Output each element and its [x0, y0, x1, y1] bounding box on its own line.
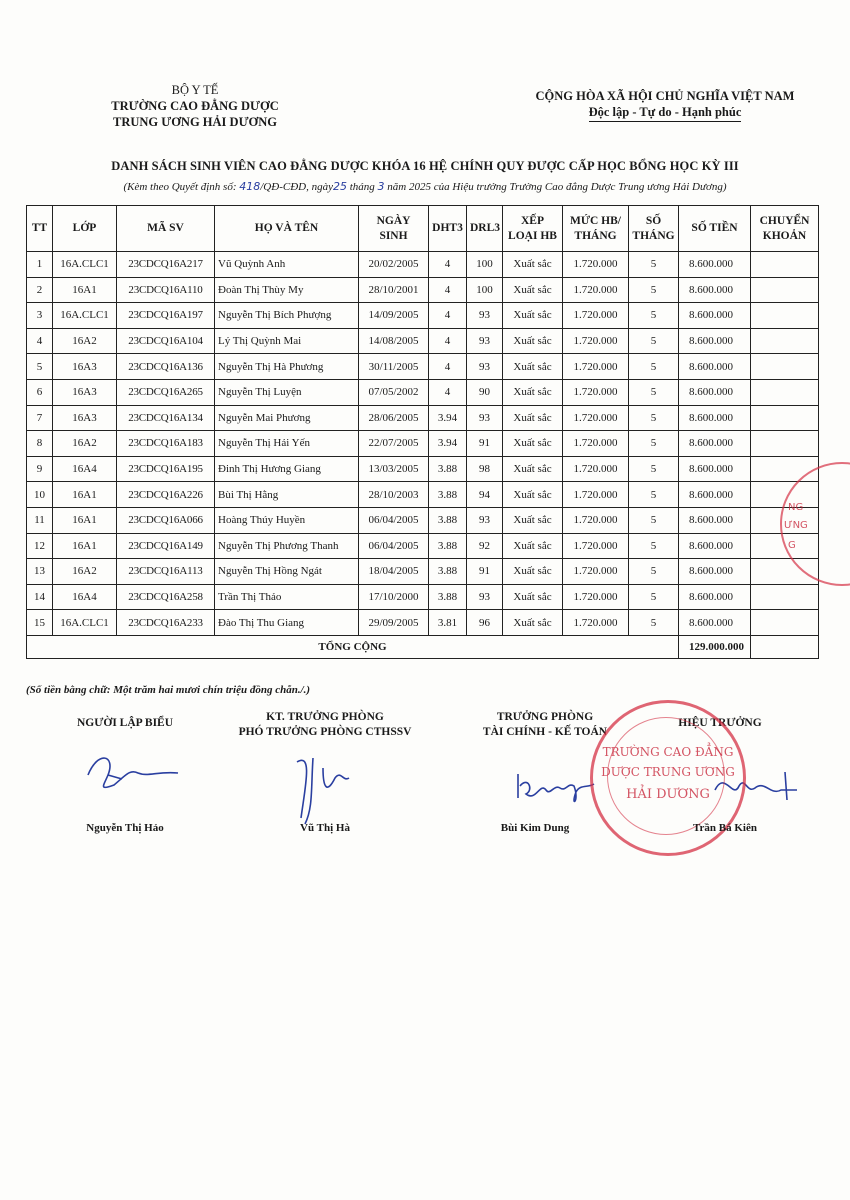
- ranking-cell: Xuất sắc: [503, 507, 563, 533]
- monthly-amount-cell: 1.720.000: [563, 559, 629, 585]
- class-cell: 16A3: [53, 354, 117, 380]
- conduct-score-cell: 93: [467, 303, 503, 329]
- preparer-signature-icon: [78, 745, 188, 805]
- months-cell: 5: [629, 456, 679, 482]
- student-id-cell: 23CDCQ16A197: [117, 303, 215, 329]
- row-number: 3: [27, 303, 53, 329]
- gpa-cell: 3.88: [429, 507, 467, 533]
- subtitle-mid1: /QĐ-CĐD, ngày: [260, 181, 333, 193]
- ranking-cell: Xuất sắc: [503, 303, 563, 329]
- table-body: [27, 252, 819, 659]
- principal-title: HIỆU TRƯỞNG: [678, 717, 762, 729]
- seal-text-line2: DƯỢC TRUNG ƯƠNG: [601, 765, 735, 779]
- transfer-cell: [751, 277, 819, 303]
- months-cell: 5: [629, 328, 679, 354]
- seal-text-line1: TRƯỜNG CAO ĐẲNG: [602, 745, 734, 759]
- birth-date-cell: 14/09/2005: [359, 303, 429, 329]
- student-id-cell: 23CDCQ16A066: [117, 507, 215, 533]
- months-cell: 5: [629, 277, 679, 303]
- full-name-cell: Nguyễn Thị Hồng Ngát: [215, 559, 359, 585]
- deputy-title-block: [215, 710, 435, 740]
- table-row: [27, 533, 819, 559]
- gpa-cell: 3.94: [429, 431, 467, 457]
- column-header: SỐ TIỀN: [679, 206, 751, 252]
- total-amount-cell: 8.600.000: [679, 277, 751, 303]
- total-amount: 129.000.000: [679, 635, 751, 658]
- national-header: [520, 88, 810, 122]
- conduct-score-cell: 100: [467, 252, 503, 278]
- table-row: [27, 252, 819, 278]
- transfer-cell: [751, 328, 819, 354]
- row-number: 9: [27, 456, 53, 482]
- full-name-cell: Vũ Quỳnh Anh: [215, 252, 359, 278]
- months-cell: 5: [629, 252, 679, 278]
- table-row: [27, 303, 819, 329]
- column-header: LỚP: [53, 206, 117, 252]
- ranking-cell: Xuất sắc: [503, 252, 563, 278]
- finance-signature-icon: [510, 762, 600, 812]
- finance-title1: TRƯỞNG PHÒNG: [496, 711, 594, 723]
- total-label: TỔNG CỘNG: [27, 635, 679, 658]
- birth-date-cell: 14/08/2005: [359, 328, 429, 354]
- monthly-amount-cell: 1.720.000: [563, 610, 629, 636]
- total-amount-cell: 8.600.000: [679, 328, 751, 354]
- ranking-cell: Xuất sắc: [503, 456, 563, 482]
- amount-in-words: (Số tiền bằng chữ: Một trăm hai mươi chín triệu đồng chẵn./.): [26, 684, 311, 696]
- months-cell: 5: [629, 431, 679, 457]
- table-row: [27, 456, 819, 482]
- table-row: [27, 379, 819, 405]
- partial-seal-text3: G: [788, 540, 796, 551]
- monthly-amount-cell: 1.720.000: [563, 354, 629, 380]
- partial-seal-text2: ƯNG: [784, 520, 808, 531]
- issuer-block: [60, 82, 330, 130]
- row-number: 15: [27, 610, 53, 636]
- full-name-cell: Nguyễn Thị Phương Thanh: [215, 533, 359, 559]
- student-id-cell: 23CDCQ16A233: [117, 610, 215, 636]
- column-header: MÃ SV: [117, 206, 215, 252]
- gpa-cell: 4: [429, 328, 467, 354]
- class-cell: 16A1: [53, 507, 117, 533]
- total-transfer-cell: [751, 635, 819, 658]
- months-cell: 5: [629, 354, 679, 380]
- row-number: 1: [27, 252, 53, 278]
- total-amount-cell: 8.600.000: [679, 252, 751, 278]
- transfer-cell: [751, 379, 819, 405]
- table-row: [27, 610, 819, 636]
- full-name-cell: Nguyễn Thị Luyện: [215, 379, 359, 405]
- full-name-cell: Nguyễn Thị Bích Phượng: [215, 303, 359, 329]
- total-amount-cell: 8.600.000: [679, 456, 751, 482]
- class-cell: 16A1: [53, 533, 117, 559]
- monthly-amount-cell: 1.720.000: [563, 252, 629, 278]
- scholarship-table: [26, 205, 819, 659]
- student-id-cell: 23CDCQ16A217: [117, 252, 215, 278]
- student-id-cell: 23CDCQ16A149: [117, 533, 215, 559]
- total-amount-cell: 8.600.000: [679, 354, 751, 380]
- class-cell: 16A4: [53, 584, 117, 610]
- row-number: 11: [27, 507, 53, 533]
- ranking-cell: Xuất sắc: [503, 328, 563, 354]
- national-motto: Độc lập - Tự do - Hạnh phúc: [589, 104, 742, 122]
- class-cell: 16A4: [53, 456, 117, 482]
- preparer-name: Nguyễn Thị Hảo: [86, 822, 164, 834]
- student-id-cell: 23CDCQ16A258: [117, 584, 215, 610]
- full-name-cell: Nguyễn Mai Phương: [215, 405, 359, 431]
- ranking-cell: Xuất sắc: [503, 482, 563, 508]
- subtitle-mid2: tháng: [349, 181, 375, 193]
- gpa-cell: 4: [429, 379, 467, 405]
- column-header: SỐ THÁNG: [629, 206, 679, 252]
- column-header: DRL3: [467, 206, 503, 252]
- student-id-cell: 23CDCQ16A226: [117, 482, 215, 508]
- ranking-cell: Xuất sắc: [503, 405, 563, 431]
- document-subtitle: [20, 180, 830, 193]
- gpa-cell: 4: [429, 303, 467, 329]
- deputy-title1: KT. TRƯỞNG PHÒNG: [266, 711, 384, 723]
- student-id-cell: 23CDCQ16A104: [117, 328, 215, 354]
- months-cell: 5: [629, 405, 679, 431]
- full-name-cell: Đào Thị Thu Giang: [215, 610, 359, 636]
- table-row: [27, 277, 819, 303]
- full-name-cell: Đinh Thị Hương Giang: [215, 456, 359, 482]
- class-cell: 16A3: [53, 379, 117, 405]
- transfer-cell: [751, 584, 819, 610]
- decision-month: 3: [377, 180, 385, 193]
- monthly-amount-cell: 1.720.000: [563, 456, 629, 482]
- conduct-score-cell: 91: [467, 431, 503, 457]
- total-amount-cell: 8.600.000: [679, 559, 751, 585]
- student-id-cell: 23CDCQ16A265: [117, 379, 215, 405]
- school-name-line1: TRƯỜNG CAO ĐẲNG DƯỢC: [111, 99, 279, 113]
- birth-date-cell: 13/03/2005: [359, 456, 429, 482]
- conduct-score-cell: 94: [467, 482, 503, 508]
- ranking-cell: Xuất sắc: [503, 559, 563, 585]
- conduct-score-cell: 100: [467, 277, 503, 303]
- row-number: 7: [27, 405, 53, 431]
- birth-date-cell: 28/10/2001: [359, 277, 429, 303]
- monthly-amount-cell: 1.720.000: [563, 277, 629, 303]
- gpa-cell: 3.94: [429, 405, 467, 431]
- conduct-score-cell: 90: [467, 379, 503, 405]
- column-header: DHT3: [429, 206, 467, 252]
- student-id-cell: 23CDCQ16A113: [117, 559, 215, 585]
- monthly-amount-cell: 1.720.000: [563, 431, 629, 457]
- full-name-cell: Lý Thị Quỳnh Mai: [215, 328, 359, 354]
- seal-text-line3: HẢI DƯƠNG: [626, 787, 710, 802]
- column-header: CHUYỂN KHOẢN: [751, 206, 819, 252]
- deputy-signature-icon: [283, 748, 363, 828]
- table-row: [27, 584, 819, 610]
- conduct-score-cell: 93: [467, 354, 503, 380]
- deputy-title2: PHÓ TRƯỞNG PHÒNG CTHSSV: [238, 726, 412, 738]
- total-amount-cell: 8.600.000: [679, 482, 751, 508]
- decision-number: 418: [239, 180, 261, 193]
- conduct-score-cell: 91: [467, 559, 503, 585]
- transfer-cell: [751, 252, 819, 278]
- student-id-cell: 23CDCQ16A134: [117, 405, 215, 431]
- months-cell: 5: [629, 482, 679, 508]
- row-number: 12: [27, 533, 53, 559]
- class-cell: 16A1: [53, 277, 117, 303]
- table-row: [27, 431, 819, 457]
- subtitle-prefix: (Kèm theo Quyết định số:: [123, 181, 237, 193]
- monthly-amount-cell: 1.720.000: [563, 584, 629, 610]
- total-row: [27, 635, 819, 658]
- row-number: 4: [27, 328, 53, 354]
- class-cell: 16A1: [53, 482, 117, 508]
- gpa-cell: 3.81: [429, 610, 467, 636]
- birth-date-cell: 06/04/2005: [359, 507, 429, 533]
- total-amount-cell: 8.600.000: [679, 405, 751, 431]
- total-amount-cell: 8.600.000: [679, 507, 751, 533]
- student-id-cell: 23CDCQ16A195: [117, 456, 215, 482]
- row-number: 13: [27, 559, 53, 585]
- preparer-title: NGƯỜI LẬP BIỂU: [76, 717, 174, 729]
- total-amount-cell: 8.600.000: [679, 303, 751, 329]
- months-cell: 5: [629, 507, 679, 533]
- total-amount-cell: 8.600.000: [679, 584, 751, 610]
- column-header: HỌ VÀ TÊN: [215, 206, 359, 252]
- gpa-cell: 4: [429, 252, 467, 278]
- birth-date-cell: 22/07/2005: [359, 431, 429, 457]
- total-amount-cell: 8.600.000: [679, 610, 751, 636]
- school-name-line2: TRUNG ƯƠNG HẢI DƯƠNG: [112, 115, 277, 129]
- months-cell: 5: [629, 610, 679, 636]
- full-name-cell: Trần Thị Thảo: [215, 584, 359, 610]
- student-id-cell: 23CDCQ16A183: [117, 431, 215, 457]
- conduct-score-cell: 93: [467, 328, 503, 354]
- birth-date-cell: 30/11/2005: [359, 354, 429, 380]
- birth-date-cell: 20/02/2005: [359, 252, 429, 278]
- row-number: 14: [27, 584, 53, 610]
- ranking-cell: Xuất sắc: [503, 354, 563, 380]
- full-name-cell: Nguyễn Thị Hà Phương: [215, 354, 359, 380]
- months-cell: 5: [629, 379, 679, 405]
- nation-name: CỘNG HÒA XÃ HỘI CHỦ NGHĨA VIỆT NAM: [535, 89, 795, 103]
- gpa-cell: 3.88: [429, 559, 467, 585]
- column-header: XẾP LOẠI HB: [503, 206, 563, 252]
- full-name-cell: Nguyễn Thị Hải Yến: [215, 431, 359, 457]
- table-row: [27, 559, 819, 585]
- class-cell: 16A.CLC1: [53, 610, 117, 636]
- monthly-amount-cell: 1.720.000: [563, 482, 629, 508]
- transfer-cell: [751, 431, 819, 457]
- transfer-cell: [751, 354, 819, 380]
- decision-day: 25: [332, 180, 347, 193]
- ranking-cell: Xuất sắc: [503, 584, 563, 610]
- deputy-name: Vũ Thị Hà: [300, 822, 350, 834]
- conduct-score-cell: 92: [467, 533, 503, 559]
- gpa-cell: 4: [429, 354, 467, 380]
- months-cell: 5: [629, 303, 679, 329]
- monthly-amount-cell: 1.720.000: [563, 379, 629, 405]
- monthly-amount-cell: 1.720.000: [563, 533, 629, 559]
- gpa-cell: 3.88: [429, 482, 467, 508]
- row-number: 5: [27, 354, 53, 380]
- gpa-cell: 3.88: [429, 533, 467, 559]
- months-cell: 5: [629, 559, 679, 585]
- full-name-cell: Bùi Thị Hằng: [215, 482, 359, 508]
- full-name-cell: Hoàng Thúy Huyền: [215, 507, 359, 533]
- conduct-score-cell: 93: [467, 584, 503, 610]
- birth-date-cell: 17/10/2000: [359, 584, 429, 610]
- ranking-cell: Xuất sắc: [503, 610, 563, 636]
- transfer-cell: [751, 303, 819, 329]
- gpa-cell: 3.88: [429, 584, 467, 610]
- birth-date-cell: 18/04/2005: [359, 559, 429, 585]
- table-header-row: [27, 206, 819, 252]
- months-cell: 5: [629, 584, 679, 610]
- full-name-cell: Đoàn Thị Thùy My: [215, 277, 359, 303]
- total-amount-cell: 8.600.000: [679, 533, 751, 559]
- birth-date-cell: 07/05/2002: [359, 379, 429, 405]
- gpa-cell: 4: [429, 277, 467, 303]
- finance-name: Bùi Kim Dung: [500, 822, 570, 834]
- student-id-cell: 23CDCQ16A110: [117, 277, 215, 303]
- table-row: [27, 405, 819, 431]
- conduct-score-cell: 93: [467, 507, 503, 533]
- partial-seal-text1: NG: [788, 502, 804, 513]
- table-row: [27, 354, 819, 380]
- row-number: 10: [27, 482, 53, 508]
- table-row: [27, 507, 819, 533]
- total-amount-cell: 8.600.000: [679, 379, 751, 405]
- monthly-amount-cell: 1.720.000: [563, 405, 629, 431]
- class-cell: 16A2: [53, 328, 117, 354]
- ranking-cell: Xuất sắc: [503, 533, 563, 559]
- row-number: 6: [27, 379, 53, 405]
- table-row: [27, 328, 819, 354]
- birth-date-cell: 06/04/2005: [359, 533, 429, 559]
- class-cell: 16A2: [53, 431, 117, 457]
- class-cell: 16A.CLC1: [53, 252, 117, 278]
- class-cell: 16A.CLC1: [53, 303, 117, 329]
- column-header: NGÀY SINH: [359, 206, 429, 252]
- ranking-cell: Xuất sắc: [503, 431, 563, 457]
- finance-title2: TÀI CHÍNH - KẾ TOÁN: [482, 726, 608, 738]
- transfer-cell: [751, 405, 819, 431]
- conduct-score-cell: 93: [467, 405, 503, 431]
- class-cell: 16A2: [53, 559, 117, 585]
- gpa-cell: 3.88: [429, 456, 467, 482]
- student-id-cell: 23CDCQ16A136: [117, 354, 215, 380]
- class-cell: 16A3: [53, 405, 117, 431]
- column-header: MỨC HB/ THÁNG: [563, 206, 629, 252]
- monthly-amount-cell: 1.720.000: [563, 303, 629, 329]
- conduct-score-cell: 98: [467, 456, 503, 482]
- principal-name: Trần Bá Kiên: [693, 822, 757, 834]
- birth-date-cell: 29/09/2005: [359, 610, 429, 636]
- transfer-cell: [751, 610, 819, 636]
- monthly-amount-cell: 1.720.000: [563, 328, 629, 354]
- monthly-amount-cell: 1.720.000: [563, 507, 629, 533]
- document-title: DANH SÁCH SINH VIÊN CAO ĐẲNG DƯỢC KHÓA 16 HỆ CHÍNH QUY ĐƯỢC CẤP HỌC BỔNG HỌC KỲ III: [111, 159, 739, 173]
- total-amount-cell: 8.600.000: [679, 431, 751, 457]
- row-number: 2: [27, 277, 53, 303]
- ranking-cell: Xuất sắc: [503, 277, 563, 303]
- ministry-name: BỘ Y TẾ: [171, 83, 219, 97]
- birth-date-cell: 28/10/2003: [359, 482, 429, 508]
- conduct-score-cell: 96: [467, 610, 503, 636]
- table-row: [27, 482, 819, 508]
- column-header: TT: [27, 206, 53, 252]
- row-number: 8: [27, 431, 53, 457]
- months-cell: 5: [629, 533, 679, 559]
- subtitle-suffix: năm 2025 của Hiệu trưởng Trường Cao đẳng Dược Trung ương Hải Dương): [387, 181, 727, 193]
- ranking-cell: Xuất sắc: [503, 379, 563, 405]
- birth-date-cell: 28/06/2005: [359, 405, 429, 431]
